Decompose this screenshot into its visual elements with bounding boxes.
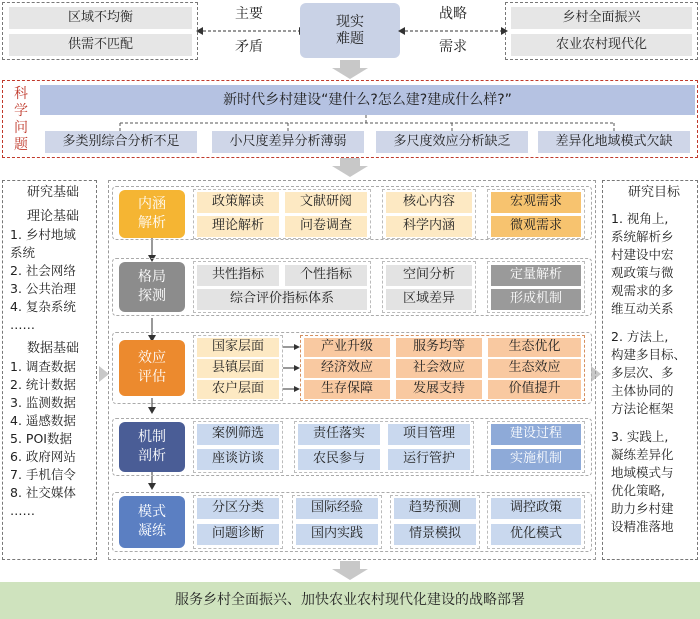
- farmer-participation: 农民参与: [298, 449, 380, 470]
- left-double-arrow: [196, 26, 306, 36]
- theory-item: 4. 复杂系统: [10, 299, 76, 314]
- optimization-mode: 优化模式: [491, 524, 581, 545]
- effect-cell: 服务均等: [396, 338, 482, 357]
- international-experience: 国际经验: [296, 498, 378, 519]
- theory-item: ……: [10, 317, 35, 332]
- data-item: ……: [10, 503, 35, 518]
- individual-indicator: 个性指标: [285, 265, 367, 286]
- effect-cell: 生态效应: [488, 359, 581, 378]
- science-side-label: 科学 问题: [14, 86, 28, 153]
- theory-item: 2. 社会网络: [10, 263, 76, 278]
- research-basis-list: [10, 184, 96, 520]
- theory-item: 3. 公共治理: [10, 281, 76, 296]
- goal-line: 村建设中宏: [611, 247, 674, 262]
- case-selection: 案例筛选: [197, 424, 279, 445]
- construction-process: 建设过程: [491, 424, 581, 445]
- stage-mechanism: 机制 剖析: [119, 422, 185, 472]
- goal-line: 构建多目标、: [611, 347, 687, 362]
- stage-model: 模式 凝练: [119, 496, 185, 548]
- goal-line: 方法论框架: [611, 401, 674, 416]
- project-management: 项目管理: [388, 424, 470, 445]
- responsibility: 责任落实: [298, 424, 380, 445]
- reality-problem-box: 现实 难题: [300, 3, 400, 58]
- problem-diagnosis: 问题诊断: [197, 524, 279, 545]
- macro-demand: 宏观需求: [491, 192, 581, 213]
- regional-difference: 区域差异: [386, 289, 472, 310]
- regulation-policy: 调控政策: [491, 498, 581, 519]
- goal-spacer: [611, 318, 697, 328]
- implementation-mechanism: 实施机制: [491, 449, 581, 470]
- top-left-item-1: 区域不均衡: [9, 7, 192, 29]
- goal-line: 观需求的多: [611, 283, 674, 298]
- effect-cell: 价值提升: [488, 380, 581, 399]
- science-issue-1: 多类别综合分析不足: [45, 131, 197, 153]
- goal-line: 多层次、多: [611, 365, 674, 380]
- data-item: 2. 统计数据: [10, 377, 76, 392]
- effect-cell: 发展支持: [396, 380, 482, 399]
- domestic-practice: 国内实践: [296, 524, 378, 545]
- level-county: 县镇层面: [197, 359, 279, 378]
- interview: 座谈访谈: [197, 449, 279, 470]
- stage-connotation: 内涵 解析: [119, 190, 185, 238]
- down-arrow-3: [330, 561, 370, 581]
- contradiction-label: 矛盾: [235, 38, 263, 55]
- science-question-banner: 新时代乡村建设“建什么?怎么建?建成什么样?”: [40, 85, 695, 115]
- operation-maintenance: 运行管护: [388, 449, 470, 470]
- goal-line: 3. 实践上,: [611, 429, 669, 444]
- demand-label: 需求: [439, 38, 467, 55]
- strategic-deployment-banner: 服务乡村全面振兴、加快农业农村现代化建设的战略部署: [0, 582, 700, 619]
- goal-line: 2. 方法上,: [611, 329, 669, 344]
- right-double-arrow: [398, 26, 508, 36]
- goal-line: 助力乡村建: [611, 501, 674, 516]
- top-right-item-1: 乡村全面振兴: [511, 7, 692, 29]
- goal-line: 观政策与微: [611, 265, 674, 280]
- scenario-simulation: 情景模拟: [394, 524, 476, 545]
- strategy-label: 战略: [439, 5, 467, 22]
- data-title: 数据基础: [26, 341, 79, 356]
- data-item: 8. 社交媒体: [10, 485, 76, 500]
- trend-forecast: 趋势预测: [394, 498, 476, 519]
- data-item: 3. 监测数据: [10, 395, 76, 410]
- evaluation-index-system: 综合评价指标体系: [197, 289, 367, 310]
- theory-title: 理论基础: [26, 209, 79, 224]
- down-arrow-2: [330, 158, 370, 178]
- top-left-item-2: 供需不匹配: [9, 34, 192, 56]
- spatial-analysis: 空间分析: [386, 265, 472, 286]
- goal-line: 系统解析乡: [611, 229, 674, 244]
- goal-line: 主体协同的: [611, 383, 674, 398]
- data-item: 5. POI数据: [10, 431, 72, 446]
- core-content: 核心内容: [386, 192, 472, 213]
- research-basis-title: 研究基础: [26, 185, 79, 200]
- effect-cell: 社会效应: [396, 359, 482, 378]
- data-item: 4. 遥感数据: [10, 413, 76, 428]
- down-arrow-1: [330, 60, 370, 80]
- level-household: 农户层面: [197, 380, 279, 399]
- data-item: 6. 政府网站: [10, 449, 76, 464]
- policy-interpretation: 政策解读: [197, 192, 279, 213]
- level-national: 国家层面: [197, 338, 279, 357]
- level-arrows: [282, 335, 302, 401]
- theory-item: 1. 乡村地域: [10, 227, 76, 242]
- effect-cell: 生存保障: [304, 380, 390, 399]
- data-item: 7. 手机信令: [10, 467, 76, 482]
- quantitative-analysis: 定量解析: [491, 265, 581, 286]
- stage-effect: 效应 评估: [119, 340, 185, 396]
- theory-item: 系统: [10, 245, 36, 260]
- micro-demand: 微观需求: [491, 216, 581, 237]
- goal-line: 维互动关系: [611, 301, 674, 316]
- literature-review: 文献研阅: [285, 192, 367, 213]
- goal-spacer: [611, 418, 697, 428]
- theory-analysis: 理论解析: [197, 216, 279, 237]
- science-issue-3: 多尺度效应分析缺乏: [376, 131, 528, 153]
- science-issue-2: 小尺度差异分析薄弱: [212, 131, 364, 153]
- effect-cell: 生态优化: [488, 338, 581, 357]
- scientific-connotation: 科学内涵: [386, 216, 472, 237]
- issue-connector: [0, 115, 700, 135]
- main-label: 主要: [235, 5, 263, 22]
- research-goal-title: 研究目标: [627, 185, 680, 200]
- data-item: 1. 调查数据: [10, 359, 76, 374]
- goal-line: 优化策略,: [611, 483, 665, 498]
- effect-cell: 经济效应: [304, 359, 390, 378]
- questionnaire: 问卷调查: [285, 216, 367, 237]
- top-right-item-2: 农业农村现代化: [511, 34, 692, 56]
- goal-line: 地域模式与: [611, 465, 674, 480]
- goal-line: 凝练差异化: [611, 447, 674, 462]
- common-indicator: 共性指标: [197, 265, 279, 286]
- effect-cell: 产业升级: [304, 338, 390, 357]
- stage-pattern: 格局 探测: [119, 262, 185, 312]
- zoning-classification: 分区分类: [197, 498, 279, 519]
- goal-line: 设精准落地: [611, 519, 674, 534]
- science-issue-4: 差异化地域模式欠缺: [538, 131, 690, 153]
- formation-mechanism: 形成机制: [491, 289, 581, 310]
- research-goal-list: [611, 184, 697, 536]
- goal-line: 1. 视角上,: [611, 211, 669, 226]
